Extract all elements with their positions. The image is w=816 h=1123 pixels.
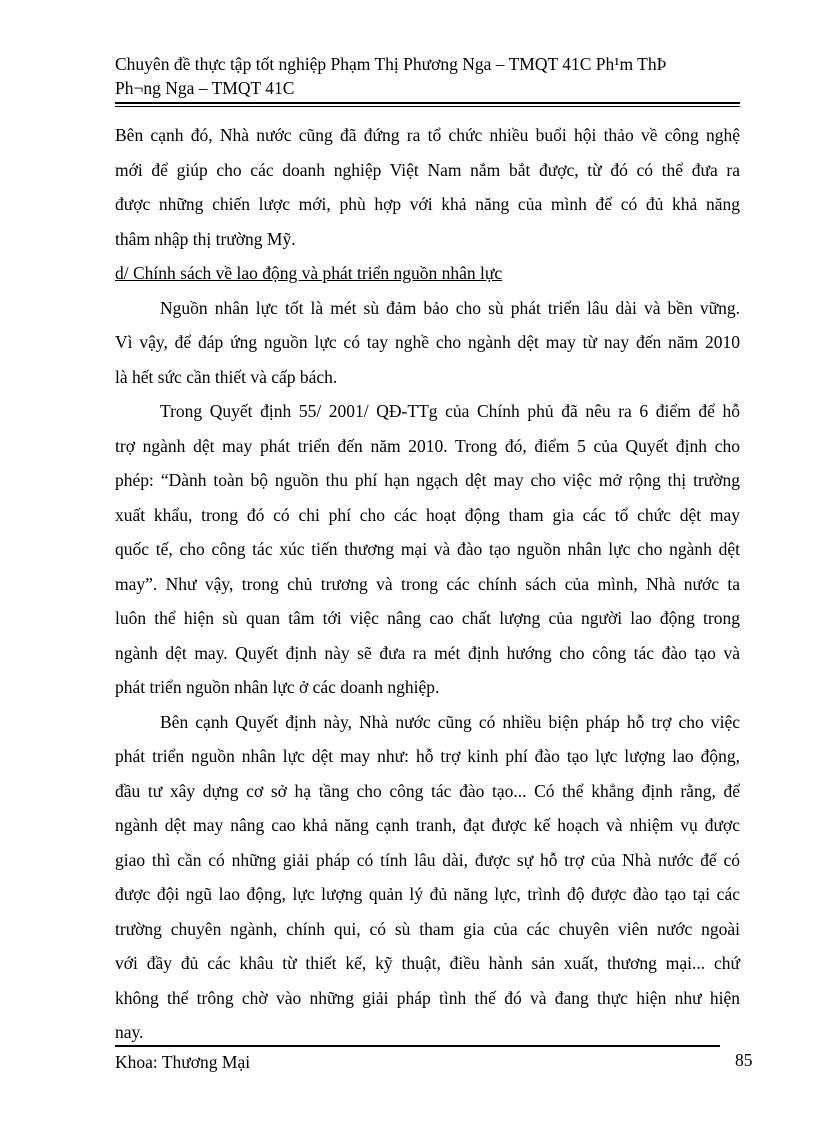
p3-line: ngành dệt may. Quyết định này sẽ đưa ra mét định hướng cho công tác đào tạo và: [115, 642, 740, 663]
p4-line: đầu tư xây dựng cơ sở hạ tầng cho công tác đào tạo... Có thể khẳng định rằng, để: [115, 780, 740, 801]
p2-line: là hết sức cần thiết và cấp bách.: [115, 366, 338, 387]
body-text: [115, 118, 740, 1050]
p3-line: trợ ngành dệt may phát triển đến năm 2010. Trong đó, điểm 5 của Quyết định cho: [115, 435, 740, 456]
p4-line: không thể trông chờ vào những giải pháp tình thế đó và đang thực hiện như hiện: [115, 987, 740, 1008]
p2-line: Vì vậy, để đáp ứng nguồn lực có tay nghề cho ngành dệt may từ nay đến năm 2010: [115, 332, 740, 352]
p1-line: được những chiến lược mới, phù hợp với khả năng của mình để có đủ khả năng: [115, 194, 740, 214]
p2-line: Nguồn nhân lực tốt là mét sù đảm bảo cho sù phát triển lâu dài và bền vững.: [160, 297, 740, 318]
p3-line: quốc tế, cho công tác xúc tiến thương mại và đào tạo nguồn nhân lực cho ngành dệt: [115, 539, 740, 559]
section-subheading: [115, 256, 740, 291]
footer-department: Khoa: Thương Mại: [115, 1052, 251, 1072]
p4-line: được đội ngũ lao động, lực lượng quản lý đủ năng lực, trình độ được đào tạo tại các: [115, 884, 740, 904]
p3-line: luôn thể hiện sù quan tâm tới việc nâng cao chất lượng của người lao động trong: [115, 608, 740, 628]
section-subheading-text: d/ Chính sách về lao động và phát triển nguồn nhân lực: [115, 263, 503, 283]
p4-line: Bên cạnh Quyết định này, Nhà nước cũng có nhiều biện pháp hỗ trợ cho việc: [160, 711, 740, 732]
p4-line: ngành dệt may nâng cao khả năng cạnh tranh, đạt được kế hoạch và nhiệm vụ được: [115, 815, 740, 835]
p1-line: Bên cạnh đó, Nhà nước cũng đã đứng ra tổ chức nhiều buổi hội thảo về công nghệ: [115, 125, 740, 145]
p3-line: Trong Quyết định 55/ 2001/ QĐ-TTg của Chính phủ đã nêu ra 6 điểm để hỗ: [160, 401, 740, 421]
header-rule-thin: [115, 106, 740, 107]
p3-line: xuất khẩu, trong đó có chi phí cho các hoạt động tham gia các tổ chức dệt may: [115, 504, 740, 525]
p4-line: phát triển nguồn nhân lực dệt may như: hỗ trợ kinh phí đào tạo lực lượng lao động,: [115, 746, 740, 766]
p4-line: với đầy đủ các khâu từ thiết kế, kỹ thuật, điều hành sản xuất, thương mại... chứ: [115, 953, 740, 973]
p3-line: phép: “Dành toàn bộ nguồn thu phí hạn ngạch dệt may cho việc mở rộng thị trường: [115, 470, 740, 490]
footer-rule: [115, 1045, 720, 1047]
p1-line: mới để giúp cho các doanh nghiệp Việt Nam nắm bắt được, từ đó có thể đưa ra: [115, 159, 740, 180]
p1-line: thâm nhập thị trường Mỹ.: [115, 228, 296, 249]
p4-line: nay.: [115, 1022, 144, 1042]
header-line-1: Chuyên đề thực tập tốt nghiệp Phạm Thị Phương Nga – TMQT 41C Ph¹m ThÞ: [115, 54, 667, 74]
p3-line: may”. Như vậy, trong chủ trương và trong các chính sách của mình, Nhà nước ta: [115, 573, 740, 594]
page-number: 85: [735, 1050, 753, 1070]
p4-line: giao thì cần có những giải pháp có tính lâu dài, được sự hỗ trợ của Nhà nước để có: [115, 849, 740, 870]
p3-line: phát triển nguồn nhân lực ở các doanh nghiệp.: [115, 677, 440, 697]
header-line-2: Ph¬ng Nga – TMQT 41C: [115, 78, 295, 98]
page-header: [115, 52, 740, 100]
p4-line: trường chuyên ngành, chính qui, có sù tham gia của các chuyên viên nước ngoài: [115, 918, 740, 939]
header-rule-thick: [115, 102, 740, 104]
